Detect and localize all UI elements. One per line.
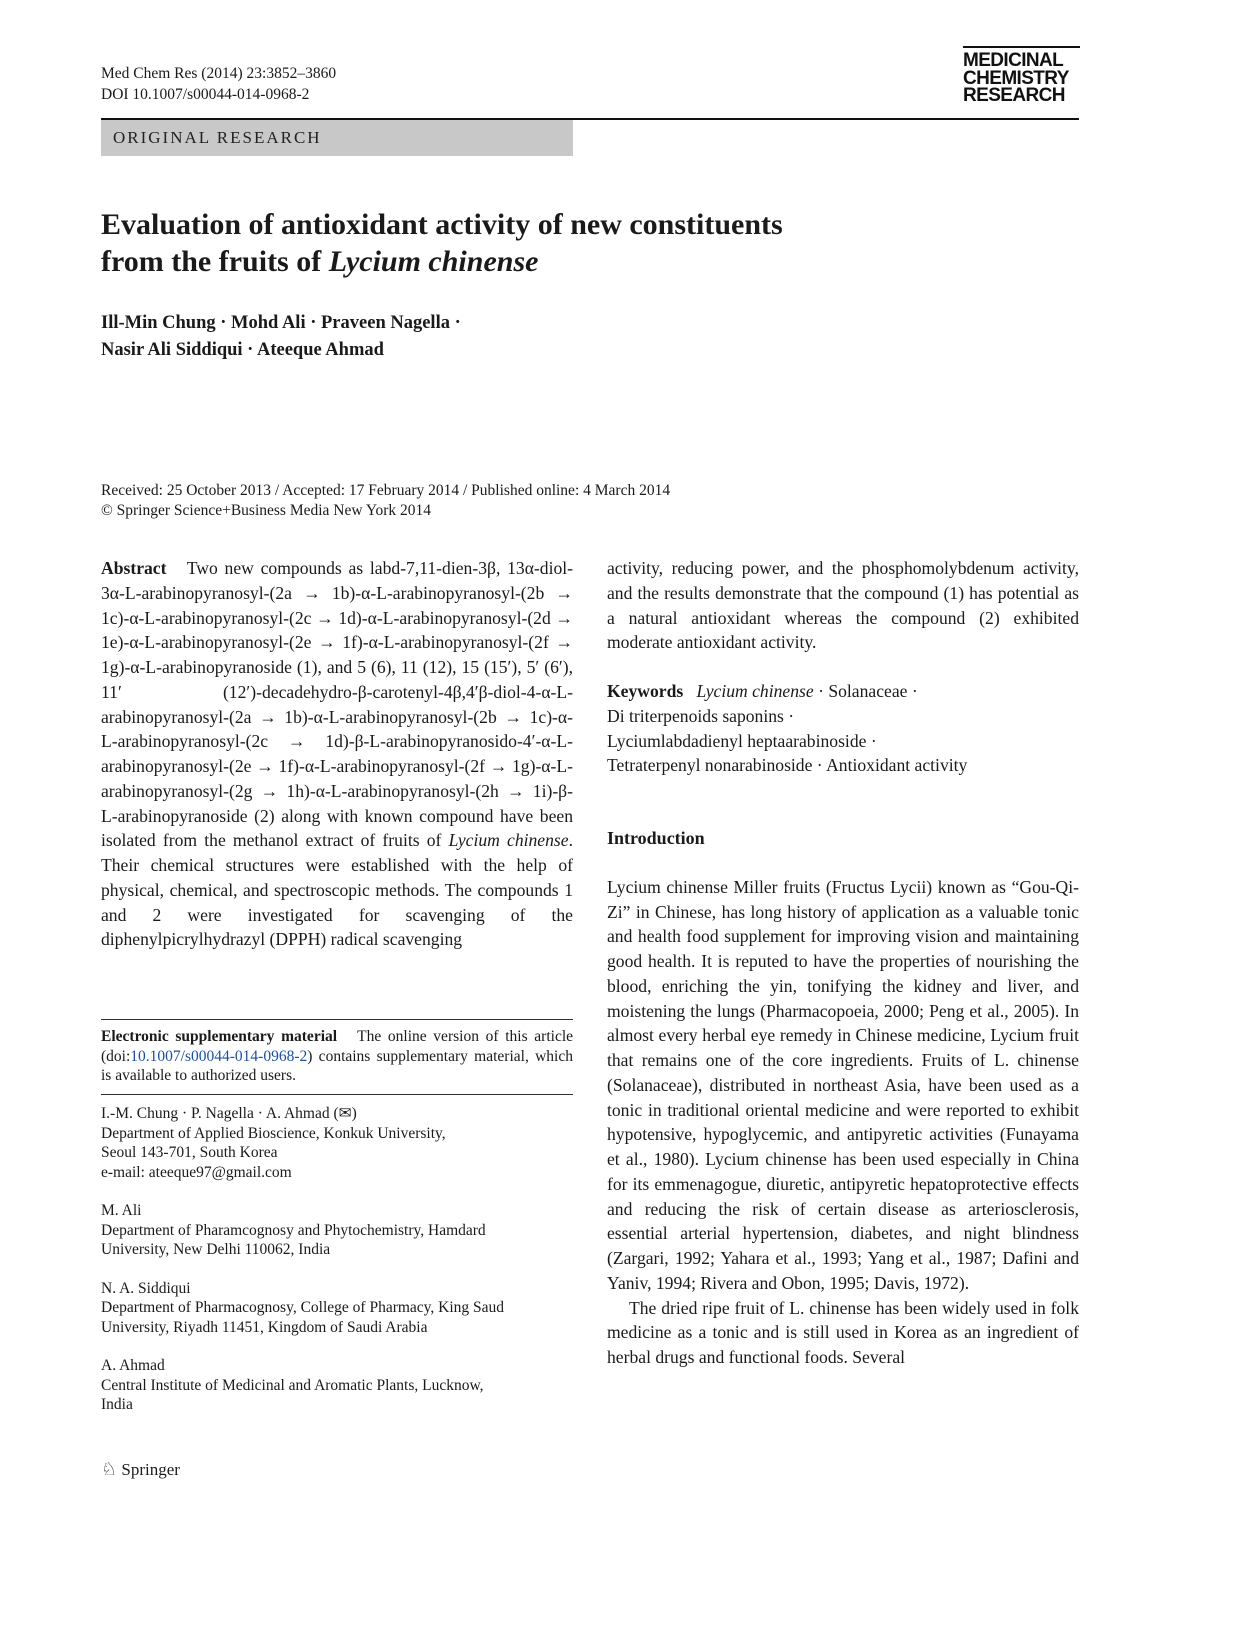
title-prefix: from the fruits of [101,245,329,278]
journal-reference [101,63,336,105]
affiliation [101,1356,573,1415]
keywords-line-2: Di triterpenoids saponins · [607,705,795,726]
affiliation [101,1104,573,1182]
footnote-rule [101,1019,573,1020]
title-species: Lycium chinense [328,245,539,278]
affiliation-names: I.-M. Chung · P. Nagella · A. Ahmad (✉) [101,1105,357,1122]
affiliation-line: Seoul 143-701, South Korea [101,1144,278,1161]
supplementary-heading: Electronic supplementary material [101,1028,338,1045]
abstract-species: Lycium chinense [448,830,569,851]
journal-logo [963,52,1088,105]
logo-line-1: MEDICINAL [963,50,1064,71]
article-type: ORIGINAL RESEARCH [113,128,322,147]
keywords-heading: Keywords [607,681,684,701]
affiliation-line: India [101,1396,133,1413]
abstract-continuation: activity, reducing power, and the phosphomolybdenum activity, and the results demonstrate that the compound (1) has potential as a natural antioxidant whereas the compound (2) exhibited moderate antioxidant activity. [607,558,1079,653]
affiliation [101,1279,573,1338]
history-dates: Received: 25 October 2013 / Accepted: 17 February 2014 / Published online: 4 March 2014 [101,482,671,499]
abstract [101,556,573,952]
supplementary-note [101,1027,573,1086]
abstract-paragraph [101,556,573,952]
affiliation-line: Department of Pharmacognosy, College of Pharmacy, King Saud [101,1299,505,1316]
logo-line-3: RESEARCH [963,85,1065,106]
keyword-text: · Solanaceae · [813,681,918,701]
abstract-heading: Abstract [101,558,167,578]
keywords-line-4: Tetraterpenyl nonarabinoside · Antioxidant activity [607,755,968,776]
supplementary-doi-link[interactable]: 10.1007/s00044-014-0968-2 [130,1047,308,1065]
footnote-rule-2 [101,1094,573,1095]
abstract-text: Two new compounds as labd-7,11-dien-3β, 13α-diol-3α-L-arabinopyranosyl-(2a → 1b)-α-L-arabinopyranosyl-(2b → 1c)-α-L-arabinopyranosyl-(2c → 1d)-α-L-arabinopyranosyl-(2d → 1e)-α-L-arabinopyranosyl-(2e → 1f)-α-L-arabinopyranosyl-(2f → 1g)-α-L-arabinopyranoside (1), and 5 (6), 11 (12), 15 (15′), 5′ (6′), 11′ (12′)-decadehydro-β-carotenyl-4β,4′β-diol-4-α-L-arabinopyranosyl-(2a → 1b)-α-L-arabinopyranosyl-(2b → 1c)-α-L-arabinopyranosyl-(2c → 1d)-β-L-arabinopyranosido-4′-α-L-arabinopyranosyl-(2e → 1f)-α-L-arabinopyranosyl-(2f → 1g)-α-L-arabinopyranosyl-(2g → 1h)-α-L-arabinopyranosyl-(2h → 1i)-β-L-arabinopyranoside (2) along with known compound have been isolated from the methanol extract of fruits of [101,558,573,851]
affiliations [101,1104,573,1415]
affiliation-line: Central Institute of Medicinal and Aromatic Plants, Lucknow, [101,1376,484,1394]
abstract-text-end: . Their chemical structures were established with the help of physical, chemical, and spectroscopic methods. The compounds 1 and 2 were investigated for scavenging of the diphenylpicrylhydrazyl (DPPH) radical scavenging [101,830,573,950]
journal-doi: DOI 10.1007/s00044-014-0968-2 [101,86,310,103]
supplementary-text-after: ) contains supplementary material, which is available to authorized users. [101,1047,573,1084]
title-line-2 [101,243,1001,280]
article-title [101,206,1001,280]
publisher-name: Springer [121,1460,180,1479]
affiliation-line: Department of Pharamcognosy and Phytochemistry, Hamdard [101,1221,486,1239]
title-line-1: Evaluation of antioxidant activity of new constituents [101,208,783,241]
authors-line-1: Ill-Min Chung · Mohd Ali · Praveen Nagella · [101,313,461,333]
introduction-paragraph-2: The dried ripe fruit of L. chinense has been widely used in folk medicine as a tonic and is still used in Korea as an ingredient of herbal drugs and functional foods. Several [607,1297,1079,1367]
supplementary-text: The online version of this article (doi: [101,1028,574,1065]
keywords [607,679,1079,778]
springer-icon: ♘ [101,1459,118,1479]
affiliation-names: A. Ahmad [101,1357,165,1374]
author-list [101,310,801,364]
keywords-line-1 [607,679,1079,704]
right-column [607,556,1079,1370]
publisher-mark [101,1459,180,1480]
introduction-heading: Introduction [607,828,705,848]
journal-citation: Med Chem Res (2014) 23:3852–3860 [101,65,337,82]
affiliation-email[interactable]: e-mail: ateeque97@gmail.com [101,1163,292,1181]
affiliation-line: University, Riyadh 11451, Kingdom of Saudi Arabia [101,1318,428,1336]
keywords-line-3: Lyciumlabdadienyl heptaarabinoside · [607,730,877,751]
affiliation-names: M. Ali [101,1202,142,1219]
copyright: © Springer Science+Business Media New York 2014 [101,502,432,519]
affiliation-line: University, New Delhi 110062, India [101,1241,331,1258]
keyword-species: Lycium chinense [696,681,814,701]
logo-rule [963,46,1080,48]
introduction-paragraph-1: Lycium chinense Miller fruits (Fructus Lycii) known as “Gou-Qi-Zi” in Chinese, has long history of application as a valuable tonic and health food supplement for improving vision and maintaining good health. It is reputed to have the properties of nourishing the blood, enriching the yin, tonifying the kidney and liver, and moistening the lungs (Pharmacopoeia, 2000; Peng et al., 2005). In almost every herbal eye remedy in Chinese medicine, Lycium fruit that remains one of the core ingredients. Fruits of L. chinense (Solanaceae), distributed in northeast Asia, have been used as a tonic in traditional oriental medicine and were reported to exhibit hypotensive, hypoglycemic, and antipyretic activities (Funayama et al., 1980). Lycium chinense has been used especially in China for its emmenagogue, diuretic, antipyretic hepatoprotective effects and reducing the risk of certain disease as arteriosclerosis, essential arterial hypertension, diabetes, and night blindness (Zargari, 1992; Yahara et al., 1993; Yang et al., 1987; Dafini and Yaniv, 1994; Rivera and Obon, 1995; Davis, 1972). [607,876,1079,1293]
affiliation-names: N. A. Siddiqui [101,1279,191,1297]
affiliation [101,1201,573,1260]
authors-line-2: Nasir Ali Siddiqui · Ateeque Ahmad [101,340,384,360]
logo-line-2: CHEMISTRY [963,67,1069,89]
publication-history [101,481,670,521]
affiliation-line: Department of Applied Bioscience, Konkuk University, [101,1124,446,1142]
